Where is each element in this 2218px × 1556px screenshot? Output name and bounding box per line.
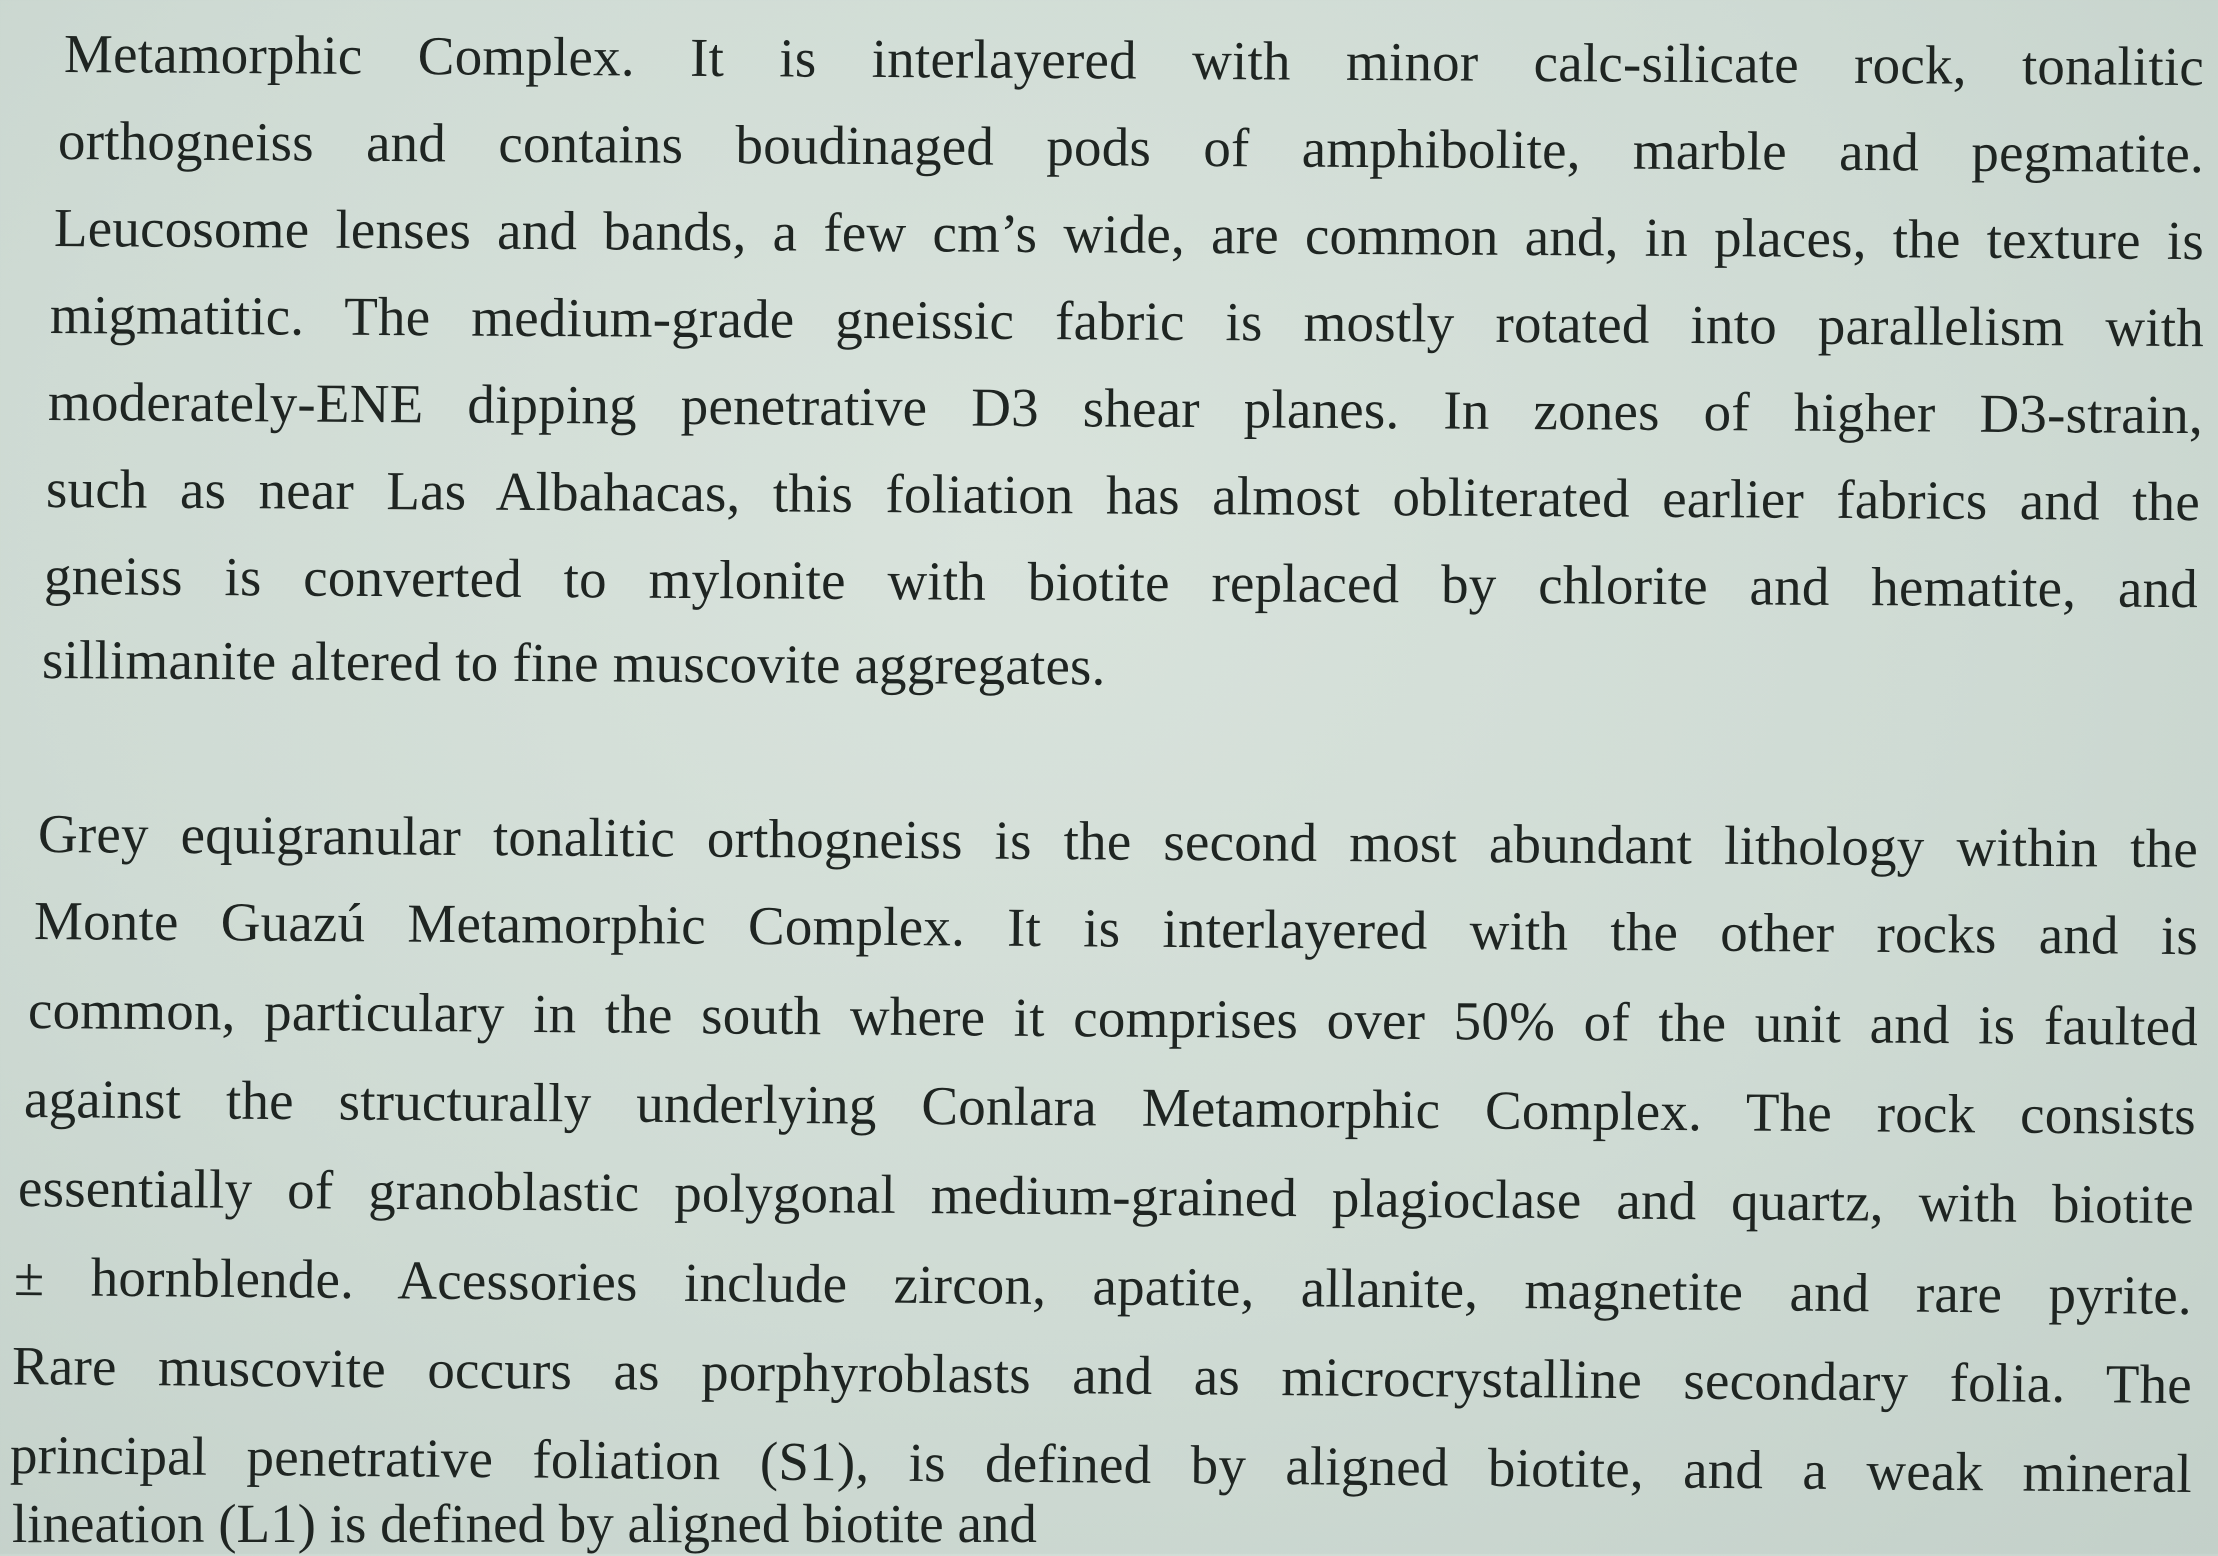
paragraph-1-line-2: orthogneiss and contains boudinaged pods of amphibolite, marble and pegmatite. xyxy=(57,110,2205,185)
paragraph-2-line-3: common, particulary in the south where it comprises over 50% of the unit and is faulted xyxy=(27,979,2199,1058)
paragraph-2-line-2: Monte Guazú Metamorphic Complex. It is interlayered with the other rocks and is xyxy=(33,890,2199,967)
paragraph-1-line-6: such as near Las Albahacas, this foliation has almost obliterated earlier fabrics and the xyxy=(45,458,2201,533)
paragraph-2-line-4: against the structurally underlying Conlara Metamorphic Complex. The rock consists xyxy=(23,1068,2197,1147)
paragraph-2-line-5: essentially of granoblastic polygonal medium-grained plagioclase and quartz, with biotite xyxy=(17,1157,2195,1236)
paragraph-2-line-8: principal penetrative foliation (S1), is defined by aligned biotite, and a weak mineral xyxy=(9,1424,2193,1505)
paragraph-1-line-7: gneiss is converted to mylonite with biotite replaced by chlorite and hematite, and xyxy=(43,545,2199,620)
paragraph-2-line-6: ± hornblende. Acessories include zircon, apatite, allanite, magnetite and rare pyrite. xyxy=(13,1246,2193,1327)
paragraph-1-line-8: sillimanite altered to fine muscovite aggregates. xyxy=(41,629,1106,697)
paragraph-2-line-7: Rare muscovite occurs as porphyroblasts and as microcrystalline secondary folia. The xyxy=(11,1335,2193,1416)
paragraph-2-cutoff-line: lineation (L1) is defined by aligned biotite and xyxy=(12,1493,1037,1554)
cutoff-line-region xyxy=(0,1493,2218,1554)
paragraph-2-line-1: Grey equigranular tonalitic orthogneiss is the second most abundant lithology within the xyxy=(37,803,2199,880)
paragraph-1-line-4: migmatitic. The medium-grade gneissic fabric is mostly rotated into parallelism with xyxy=(49,284,2205,359)
paragraph-1-line-1: Metamorphic Complex. It is interlayered with minor calc-silicate rock, tonalitic xyxy=(63,23,2205,98)
paragraph-1-line-5: moderately-ENE dipping penetrative D3 shear planes. In zones of higher D3-strain, xyxy=(47,371,2204,446)
paragraph-1-line-3: Leucosome lenses and bands, a few cm’s wide, are common and, in places, the texture is xyxy=(53,197,2205,272)
